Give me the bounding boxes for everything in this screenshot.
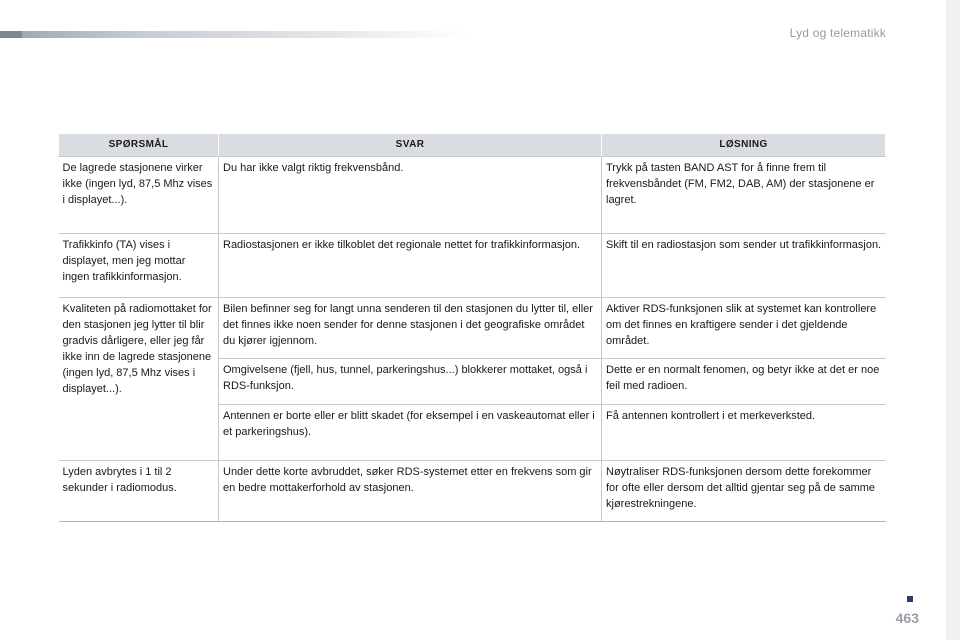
answer-cell: Under dette korte avbruddet, søker RDS-systemet etter en frekvens som gir en bedre mottakerforhold av stasjonen. [219, 461, 602, 522]
question-cell: De lagrede stasjonene virker ikke (ingen lyd, 87,5 Mhz vises i displayet...). [59, 157, 219, 234]
question-cell: Lyden avbrytes i 1 til 2 sekunder i radiomodus. [59, 461, 219, 522]
solution-cell: Trykk på tasten BAND AST for å finne frem til frekvensbåndet (FM, FM2, DAB, AM) der stasjonene er lagret. [602, 157, 886, 234]
solution-cell: Nøytraliser RDS-funksjonen dersom dette forekommer for ofte eller dersom det alltid gjentar seg på de samme kjørestrekningene. [602, 461, 886, 522]
solution-cell: Få antennen kontrollert i et merkeverksted. [602, 405, 886, 461]
question-cell: Trafikkinfo (TA) vises i displayet, men jeg mottar ingen trafikkinformasjon. [59, 234, 219, 298]
column-header-answer: SVAR [219, 134, 602, 157]
page-edge-strip [946, 0, 960, 640]
table-row [59, 234, 886, 298]
column-header-question: SPØRSMÅL [59, 134, 219, 157]
header-accent-tab [0, 31, 22, 38]
question-cell: Kvaliteten på radiomottaket for den stasjonen jeg lytter til blir gradvis dårligere, eller jeg får ikke inn de lagrede stasjonene (ingen lyd, 87,5 Mhz vises i displayet...). [59, 298, 219, 461]
page-marker-icon [907, 596, 913, 602]
section-title: Lyd og telematikk [789, 26, 886, 40]
answer-cell: Bilen befinner seg for langt unna senderen til den stasjonen du lytter til, eller det finnes ikke noen sender for denne stasjonen i det geografiske området du kjører igjennom. [219, 298, 602, 359]
page-number: 463 [895, 610, 919, 626]
table-header-row [59, 134, 886, 157]
table-row [59, 157, 886, 234]
header-accent-bar [0, 31, 470, 38]
faq-table [58, 133, 886, 522]
table-row [59, 461, 886, 522]
solution-cell: Aktiver RDS-funksjonen slik at systemet kan kontrollere om det finnes en kraftigere sender i det gjeldende området. [602, 298, 886, 359]
table-row [59, 298, 886, 359]
answer-cell: Antennen er borte eller er blitt skadet (for eksempel i en vaskeautomat eller i et parkeringshus). [219, 405, 602, 461]
answer-cell: Radiostasjonen er ikke tilkoblet det regionale nettet for trafikkinformasjon. [219, 234, 602, 298]
answer-cell: Du har ikke valgt riktig frekvensbånd. [219, 157, 602, 234]
answer-cell: Omgivelsene (fjell, hus, tunnel, parkeringshus...) blokkerer mottaket, også i RDS-funksjon. [219, 359, 602, 405]
solution-cell: Dette er en normalt fenomen, og betyr ikke at det er noe feil med radioen. [602, 359, 886, 405]
column-header-solution: LØSNING [602, 134, 886, 157]
solution-cell: Skift til en radiostasjon som sender ut trafikkinformasjon. [602, 234, 886, 298]
